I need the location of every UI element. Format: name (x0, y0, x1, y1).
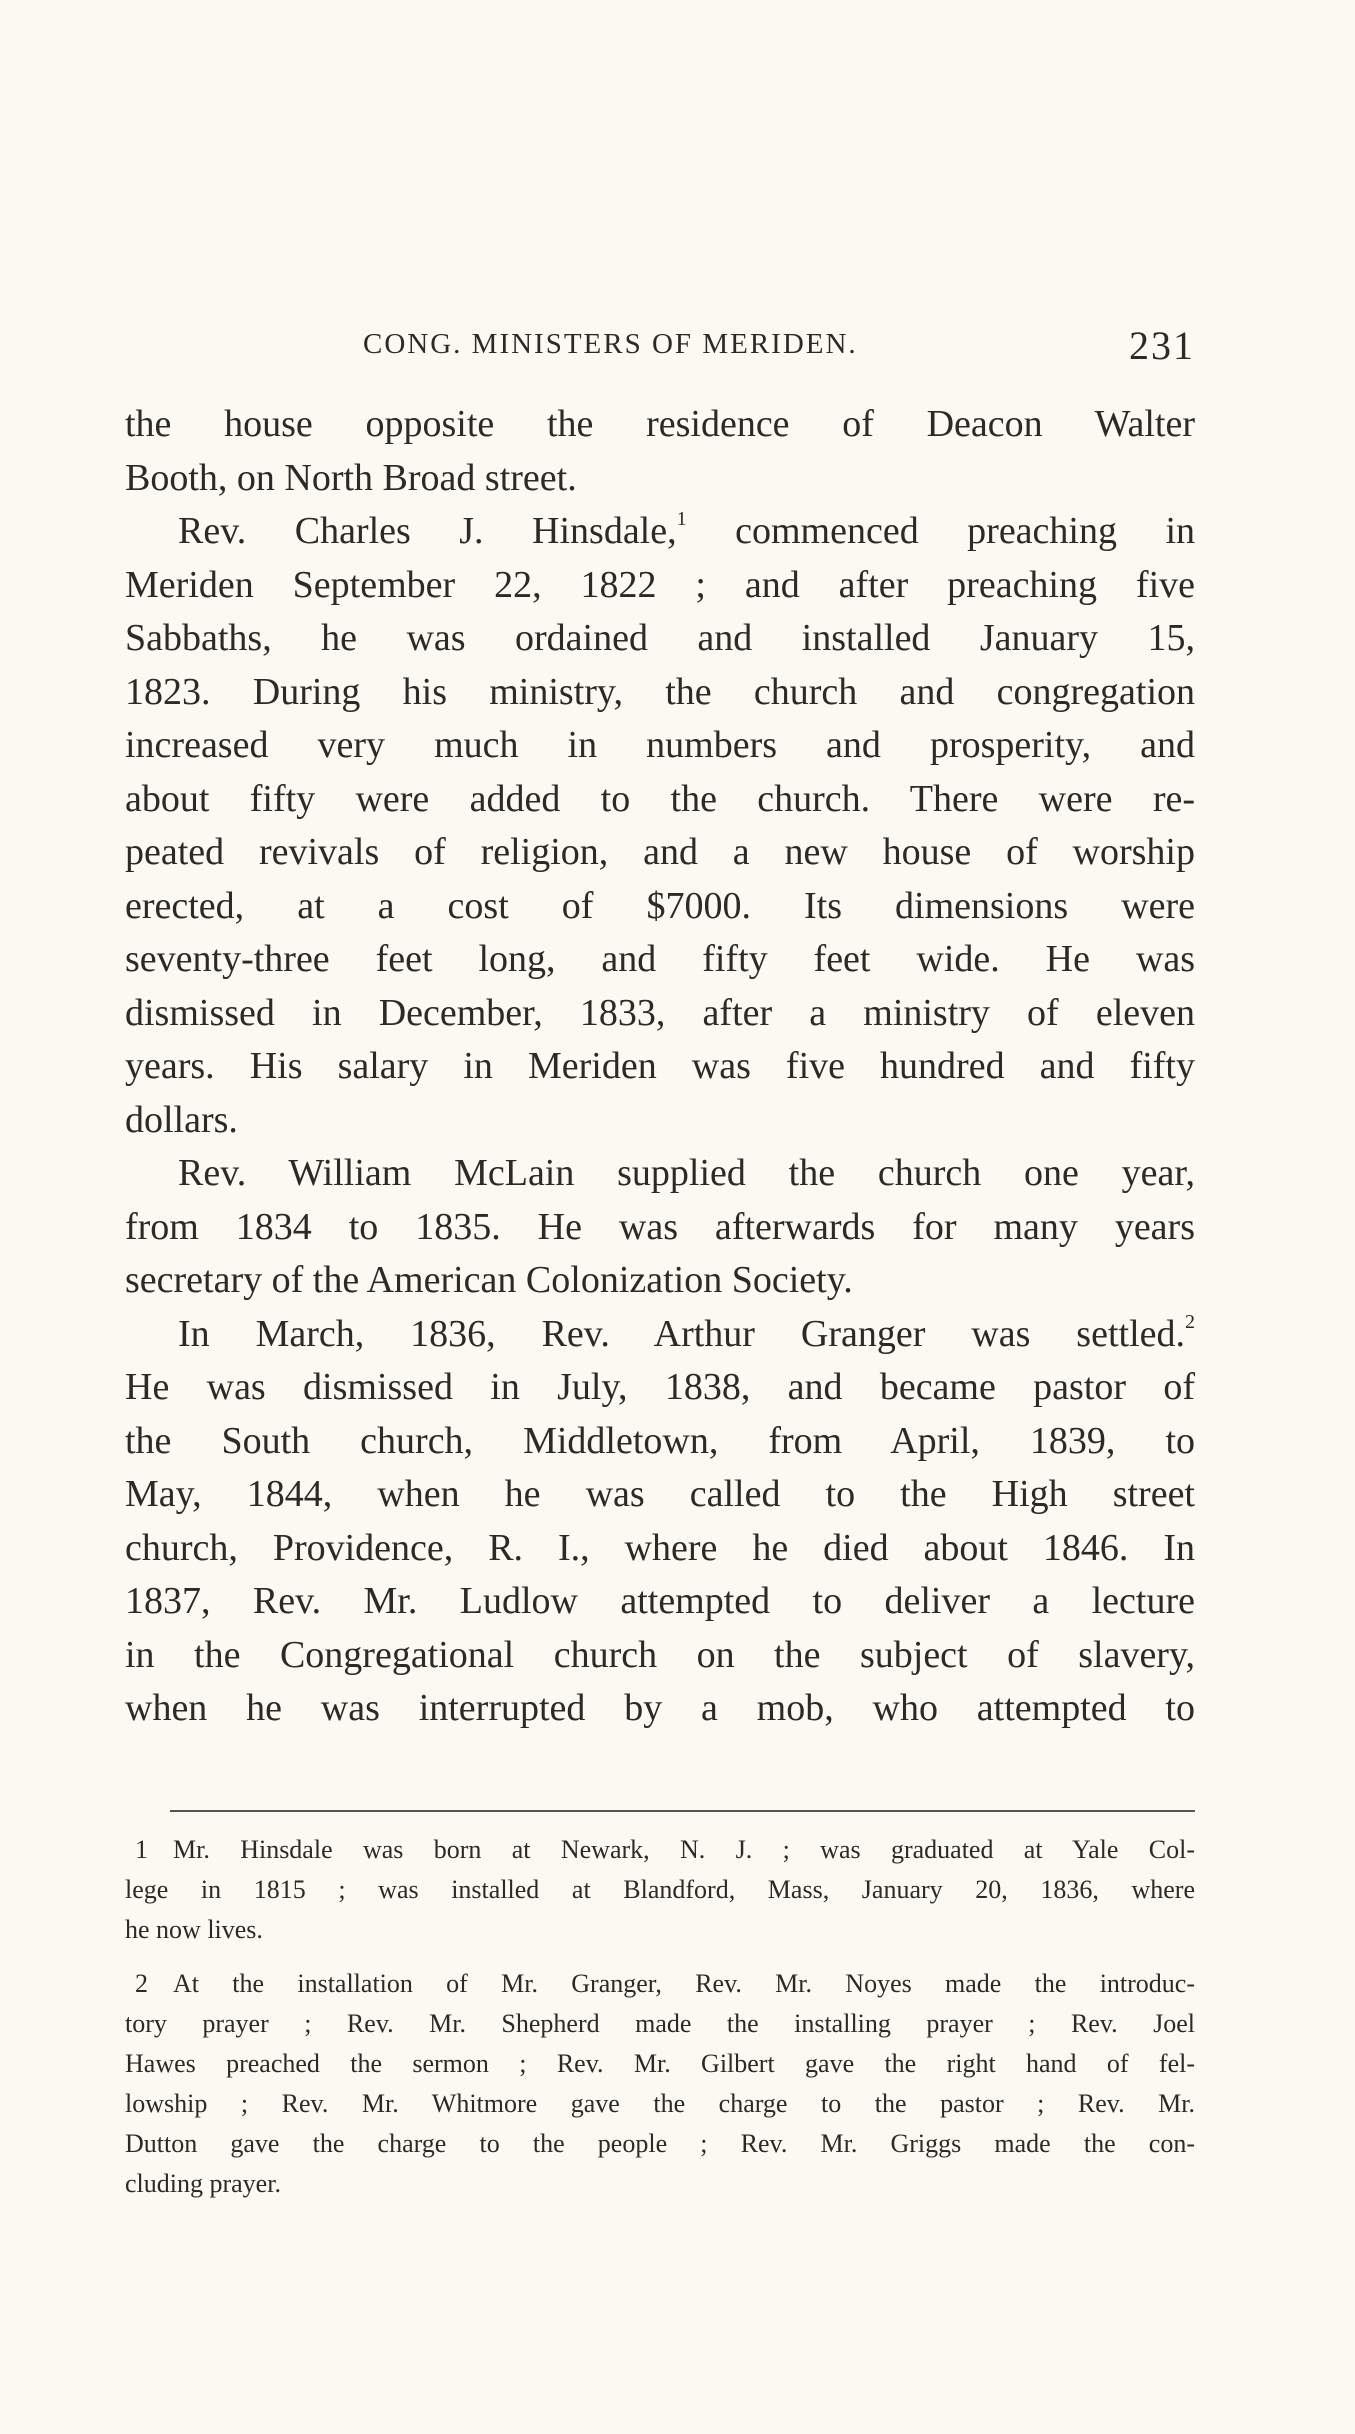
text-line: May, 1844, when he was called to the High street (125, 1473, 1195, 1515)
footnote-line: lege in 1815 ; was installed at Blandford, Mass, January 20, 1836, where (125, 1875, 1195, 1904)
text-fragment: Rev. Charles J. Hinsdale, (178, 510, 677, 552)
text-fragment: In March, 1836, Rev. Arthur Granger was settled. (178, 1312, 1185, 1355)
text-line (125, 1308, 1195, 1362)
page-header (125, 322, 1195, 372)
footnote-line: lowship ; Rev. Mr. Whitmore gave the charge to the pastor ; Rev. Mr. (125, 2089, 1195, 2118)
text-fragment: At the installation of Mr. Granger, Rev. Mr. Noyes made the introduc- (173, 1969, 1195, 1998)
text-line: about fifty were added to the church. There were re- (125, 777, 1195, 820)
text-line: Booth, on North Broad street. (125, 456, 577, 499)
footnote-divider (170, 1810, 1195, 1812)
text-line: church, Providence, R. I., where he died about 1846. In (125, 1526, 1195, 1569)
text-line: dismissed in December, 1833, after a ministry of eleven (125, 991, 1195, 1034)
footnote-line (125, 1830, 1195, 1870)
text-line: peated revivals of religion, and a new house of worship (125, 831, 1195, 873)
footnote-ref: 1 (676, 508, 687, 530)
footnote-line: tory prayer ; Rev. Mr. Shepherd made the installing prayer ; Rev. Joel (125, 2009, 1195, 2038)
text-line: He was dismissed in July, 1838, and became pastor of (125, 1366, 1195, 1408)
text-line: 1837, Rev. Mr. Ludlow attempted to deliver a lecture (125, 1580, 1195, 1622)
text-line: secretary of the American Colonization Society. (125, 1259, 853, 1301)
footnote-2 (125, 1964, 1195, 2204)
footnote-line: cluding prayer. (125, 2169, 281, 2198)
footnote-line: Hawes preached the sermon ; Rev. Mr. Gilbert gave the right hand of fel- (125, 2049, 1195, 2078)
footnotes (125, 1830, 1195, 2204)
text-line: in the Congregational church on the subject of slavery, (125, 1633, 1195, 1676)
footnote-number: 2 (135, 1969, 148, 1998)
footnote-line: he now lives. (125, 1915, 263, 1944)
text-line: the South church, Middletown, from April, 1839, to (125, 1419, 1195, 1462)
footnote-ref: 2 (1185, 1310, 1195, 1333)
page-number: 231 (1129, 323, 1195, 368)
text-line: when he was interrupted by a mob, who attempted to (125, 1687, 1195, 1729)
footnote-number: 1 (135, 1835, 148, 1864)
footnote-line (125, 1964, 1195, 2004)
footnote-gap (125, 1950, 1195, 1964)
text-line: the house opposite the residence of Deacon Walter (125, 403, 1195, 445)
text-line: from 1834 to 1835. He was afterwards for many years (125, 1205, 1195, 1248)
main-text (125, 398, 1195, 1736)
text-line: 1823. During his ministry, the church and congregation (125, 670, 1195, 713)
text-line: Sabbaths, he was ordained and installed January 15, (125, 617, 1195, 659)
text-line: erected, at a cost of $7000. Its dimensions were (125, 884, 1195, 927)
text-line: seventy-three feet long, and fifty feet wide. He was (125, 938, 1195, 980)
text-fragment: Mr. Hinsdale was born at Newark, N. J. ; was graduated at Yale Col- (173, 1835, 1195, 1864)
text-line: Rev. William McLain supplied the church one year, (178, 1152, 1195, 1194)
text-line: dollars. (125, 1098, 238, 1141)
footnote-1 (125, 1830, 1195, 1950)
text-line: Meriden September 22, 1822 ; and after preaching five (125, 563, 1195, 606)
footnote-line: Dutton gave the charge to the people ; Rev. Mr. Griggs made the con- (125, 2129, 1195, 2158)
running-head: CONG. MINISTERS OF MERIDEN. (363, 328, 858, 360)
text-fragment: commenced preaching in (735, 510, 1196, 552)
text-line: increased very much in numbers and prosperity, and (125, 724, 1195, 766)
text-line (125, 505, 1195, 559)
text-line: years. His salary in Meriden was five hundred and fifty (125, 1045, 1195, 1087)
